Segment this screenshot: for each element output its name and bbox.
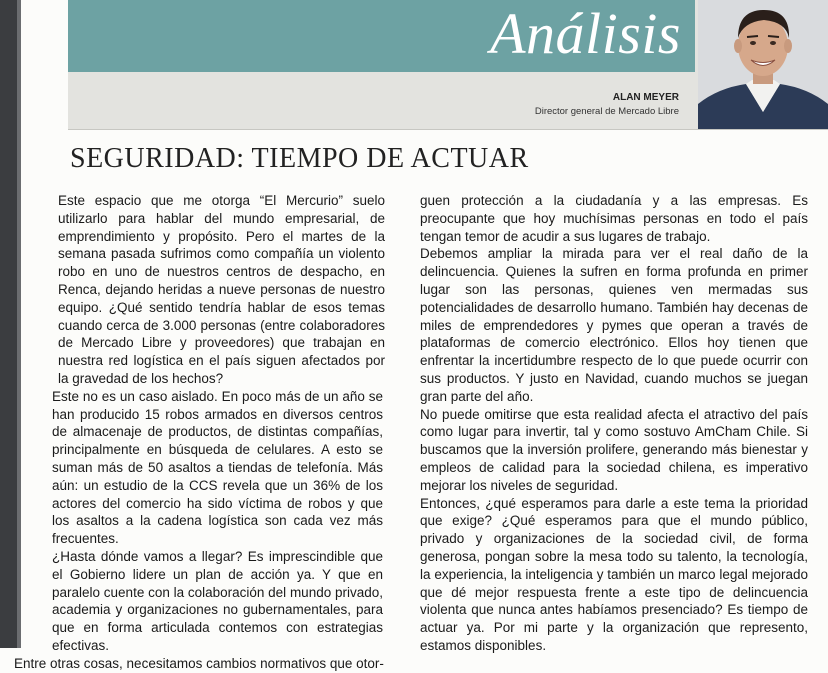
article-column-1 — [14, 192, 391, 673]
col2-paragraph-4: Entonces, ¿qué esperamos para darle a este tema la prioridad que exige? ¿Qué esperamos para que el mundo público, privado y organizaciones de la sociedad civil, de forma generosa, pongan sobre la mesa todo su talento, la tecnología, la experiencia, la inteligencia y también un marco legal mejorado que dé mejor respuesta frente a este tipo de delincuencia violenta que nunca antes habíamos presenciado? Es tiempo de actuar ya. Por mi parte y la organización que represento, estamos disponibles. — [420, 495, 808, 653]
col2-paragraph-1: guen protección a la ciudadanía y a las empresas. Es preocupante que hoy muchísimas personas en todo el país tengan temor de acudir a sus lugares de trabajo. — [420, 193, 808, 244]
col2-paragraph-2: Debemos ampliar la mirada para ver el real daño de la delincuencia. Quienes la sufren en forma profunda en primer lugar son las personas, quienes ven mermadas sus potencialidades de desarrollo humano. También hay decenas de miles de emprendedores y pymes que operan a través de plataformas de comercio electrónico. Ellos hoy tienen que enfrentar la incertidumbre respecto de lo que puede ocurrir con sus productos. Y justo en Navidad, cuando muchos se juegan gran parte del año. — [420, 246, 808, 404]
author-name: ALAN MEYER — [612, 92, 679, 103]
author-photo — [698, 0, 828, 129]
section-title: Análisis — [490, 1, 681, 66]
col1-paragraph-3: ¿Hasta dónde vamos a llegar? Es imprescindible que el Gobierno lidere un plan de acción ya. Y que en paralelo cuente con la colaboración del mundo privado, academia y organizaciones no gubernamentales, para que en forma articulada contemos con estrategias efectivas. — [52, 548, 383, 653]
col1-paragraph-1: Este espacio que me otorga “El Mercurio” suelo utilizarlo para hablar del mundo empresarial, de emprendimiento y propósito. Pero el martes de la semana pasada sufrimos como compañía un violento robo en uno de nuestros centros de despacho, en Renca, dejando heridas a nueve personas de nuestro equipo. ¿Qué sentido tendría hablar de esos temas cuando cerca de 3.000 personas (entre colaboradores de Mercado Libre y proveedores) que trabajan en nuestra red logística en el país siguen afectados por la gravedad de los hechos? — [58, 193, 385, 386]
article-column-2 — [420, 192, 808, 655]
col1-paragraph-2: Este no es un caso aislado. En poco más de un año se han producido 15 robos armados en diversos centros de almacenaje de productos, de distintas compañías, principalmente en búsqueda de celulares. A esto se suman más de 50 asaltos a tiendas de telefonía. Más aún: un estudio de la CCS revela que un 36% de los actores del comercio ha sido víctima de robos y que los asaltos a la cadena logística son cada vez más frecuentes. — [52, 388, 383, 547]
section-banner — [68, 0, 695, 72]
article-headline: SEGURIDAD: TIEMPO DE ACTUAR — [70, 143, 529, 174]
col1-paragraph-4: Entre otras cosas, necesitamos cambios normativos que otor- — [14, 655, 384, 671]
col2-paragraph-3: No puede omitirse que esta realidad afecta el atractivo del país como lugar para invertir, tal y como sostuvo AmCham Chile. Si buscamos que la inversión prolifere, generando más bienestar y empleos de calidad para la sociedad chilena, es imperativo mejorar los niveles de seguridad. — [420, 406, 808, 493]
author-role: Director general de Mercado Libre — [534, 106, 679, 117]
